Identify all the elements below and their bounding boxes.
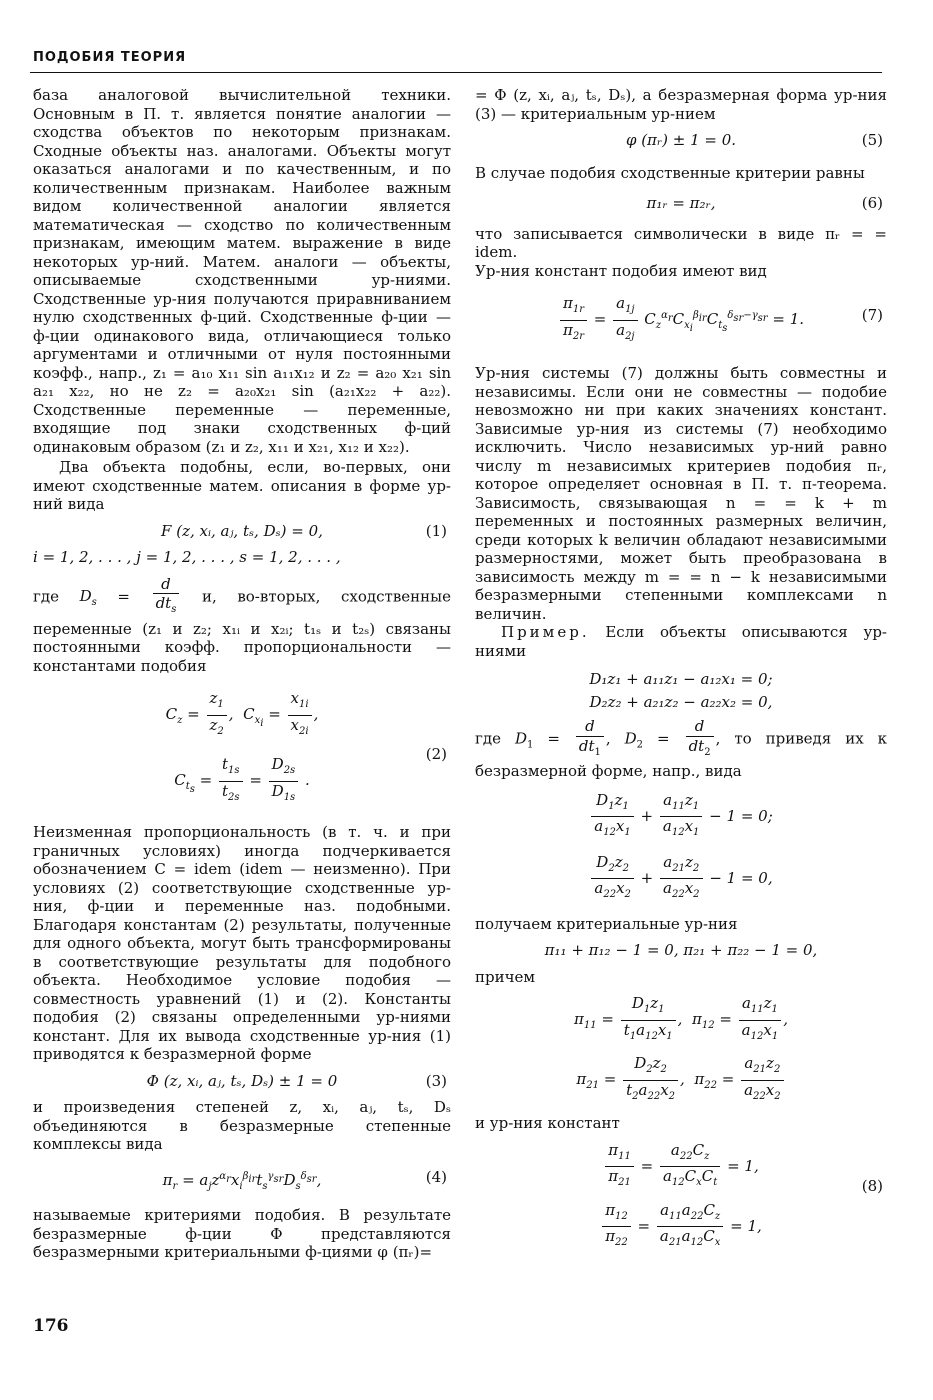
equation-4-number: (4) [425, 1167, 447, 1186]
equation-1-number: (1) [425, 521, 447, 540]
right-column [475, 86, 887, 1261]
criteria-definitions [475, 994, 887, 1106]
left-paragraph-6: называемые критериями подобия. В результате безразмерные ф-ции Φ представляются безразмерными критериальными ф-циями φ (πᵣ)= [33, 1206, 451, 1261]
equation-1-body: F (z, xᵢ, aⱼ, tₛ, Dₛ) = 0, [161, 521, 323, 540]
criterial-equations: π₁₁ + π₁₂ − 1 = 0, π₂₁ + π₂₂ − 1 = 0, [544, 941, 818, 959]
running-header: ПОДОБИЯ ТЕОРИЯ [33, 50, 187, 65]
header-rule [30, 72, 882, 73]
page-number: 176 [33, 1316, 69, 1336]
equation-2-number: (2) [425, 745, 447, 763]
right-paragraph-2: В случае подобия сходственные критерии равны [475, 163, 865, 182]
equation-8-line-2: $\frac{\pi_{12}}{\pi_{22}}$ = $\frac{a_{11}a_{22}C_z}{a_{21}a_{12}C_x}$ = 1, [475, 1201, 887, 1253]
right-paragraph-1: = Φ (z, xᵢ, aⱼ, tₛ, Dₛ), а безразмерная форма ур-ния (3) — критериальным ур-нием [475, 86, 887, 123]
equation-5-number: (5) [861, 131, 883, 149]
index-ranges: i = 1, 2, . . . , j = 1, 2, . . . , s = 1, 2, . . . , [33, 548, 341, 566]
example-word: Пример. [501, 623, 590, 641]
equation-6 [475, 194, 887, 213]
equation-6-number: (6) [861, 194, 883, 212]
left-paragraph-5: и произведения степеней z, xᵢ, aⱼ, tₛ, Dₛ объединяются в безразмерные степенные комплексы вида [33, 1098, 451, 1153]
equation-8-line-1: $\frac{\pi_{11}}{\pi_{21}}$ = $\frac{a_{22}C_z}{a_{12}C_xC_t}$ = 1, [475, 1141, 887, 1193]
equation-7: $\frac{\pi_{1r}}{\pi_{2r}}$ = $\frac{a_{1j}}{a_{2j}}$ $C_z^{\alpha_r}C_{x_i}^{\beta_{ir}}C_{t_s}^{\delta_{sr}-\gamma_{sr}} = 1$. (7) [475, 294, 887, 346]
derivative-fraction: $\frac{d}{dt_s}$ [153, 575, 180, 620]
dimless-eq-1: $\frac{D_1z_1}{a_{12}x_1}$ + $\frac{a_{11}z_1}{a_{12}x_1}$ − 1 = 0; [475, 791, 887, 843]
equation-4: $\pi_r = a_jz^{\alpha_r}x_i^{\beta_{ir}}t_s^{\gamma_{sr}}D_s^{\delta_{sr}}$, (4) [162, 1167, 447, 1192]
equation-5-body: φ (πᵣ) ± 1 = 0. [625, 131, 737, 149]
right-paragraph-4: Ур-ния констант подобия имеют вид [475, 261, 767, 280]
left-paragraph-2: Два объекта подобны, если, во-первых, они имеют сходственные матем. описания в форме ур-ний вида [33, 458, 451, 513]
equation-8-number: (8) [861, 1176, 883, 1195]
where-word: где [33, 587, 59, 605]
equation-1 [33, 522, 451, 541]
left-paragraph-4: Неизменная пропорциональность (в т. ч. и при граничных условиях) иногда подчеркивается обозначением C = idem (idem — неизменно). При условиях (2) соответствующие сходственные ур-ния, ф-ции и переменные наз. подобными. Благодаря константам (2) результаты, полученные для одного объекта, могут быть трансформированы в соответствующие результаты для подобного объекта. Необходимое условие подобия — совместность уравнений (1) и (2). Константы подобия (2) связаны определенными ур-ниями констант. Для их вывода сходственные ур-ния (1) приводятся к безразмерной форме [33, 823, 451, 1063]
left-paragraph-1: база аналоговой вычислительной техники. Основным в П. т. является понятие аналогии — сходства объектов по некоторым признакам. Сходные объекты наз. аналогами. Объекты могут оказаться аналогами и по качественным, и по количественным признакам. Наиболее важным видом количественной аналогии является математическая — сходство по количественным признакам, имеющим матем. выражение в виде некоторых ур-ний. Матем. аналоги — объекты, описываемые сходственными ур-ниями. Сходственные ур-ния получаются приравниванием нулю сходственных ф-ций. Сходственные ф-ции — ф-ции одинакового вида, отличающиеся только аргументами и отличными от нуля постоянными коэфф., напр., z₁ = a₁₀ x₁₁ sin a₁₁x₁₂ и z₂ = a₂₀ x₂₁ sin a₂₁ x₂₂, но не z₂ = a₂₀x₂₁ sin (a₂₁x₂₂ + a₂₂). Сходственные переменные — переменные, входящие под знаки сходственных ф-ций одинаковым образом (z₁ и z₂, x₁₁ и x₂₁, x₁₂ и x₂₂). [33, 86, 451, 456]
equation-3 [33, 1072, 451, 1091]
equation-8 [475, 1141, 887, 1253]
right-paragraph-5: Ур-ния системы (7) должны быть совместны и независимы. Если они не совместны — подобие невозможно ни при каких значениях констант. Зависимые ур-ния из системы (7) необходимо исключить. Число независимых ур-ний равно числу m независимых критериев подобия πᵣ, которое определяет основная в П. т. π-теорема. Зависимость, связывающая n = = k + m переменных и постоянных размерных величин, среди которых k величин обладают независимыми размерностями, может быть преобразована в зависимость между m = = n − k независимыми безразмерными степенными комплексами n величин. [475, 364, 887, 623]
right-paragraph-9: причем [475, 967, 536, 986]
right-paragraph-7-text: то приведя их к безразмерной форме, напр., вида [475, 729, 888, 780]
equation-3-number: (3) [425, 1071, 447, 1090]
equation-7-number: (7) [861, 306, 883, 324]
left-paragraph-3-text: и, во-вторых, сходственные переменные (z₁ и z₂; x₁ᵢ и x₂ᵢ; t₁ₛ и t₂ₛ) связаны постоянными коэфф. пропорциональности — константами подобия [33, 587, 451, 675]
where-word-2: где [475, 729, 501, 748]
equation-system [475, 670, 887, 711]
right-paragraph-10: и ур-ния констант [475, 1114, 620, 1132]
equation-2-line-2: $C_{t_s}$ = $\frac{t_{1s}}{t_{2s}}$ = $\frac{D_{2s}}{D_{1s}}$ . [174, 755, 310, 803]
left-paragraph-3: где $D_s$ = $\frac{d}{dt_s}$ и, во-вторых, сходственные переменные (z₁ и z₂; x₁ᵢ и x₂ᵢ; t₁ₛ и t₂ₛ) связаны постоянными коэфф. пропорциональности — константами подобия [33, 574, 451, 675]
criteria-line-2: $\pi_{21}$ = $\frac{D_2z_2}{t_2a_{22}x_2}$ , $\pi_{22}$ = $\frac{a_{21}z_2}{a_{22}x_2}$ [475, 1054, 887, 1106]
equation-6-body: π₁ᵣ = π₂ᵣ, [646, 194, 716, 212]
system-eq-1: D₁z₁ + a₁₁z₁ − a₁₂x₁ = 0; [589, 670, 773, 688]
right-paragraph-6 [475, 623, 887, 660]
right-paragraph-7: где $D_1$ = $\frac{d}{dt_1}$ , $D_2$ = $\frac{d}{dt_2}$ , то приведя их к безразмерной форме, напр., вида [475, 717, 888, 780]
system-eq-2: D₂z₂ + a₂₁z₂ − a₂₂x₂ = 0, [589, 692, 773, 711]
equation-3-body: Φ (z, xᵢ, aⱼ, tₛ, Dₛ) ± 1 = 0 [146, 1071, 338, 1090]
equation-2-line-1: $C_z$ = $\frac{z_1}{z_2}$ , $C_{x_i}$ = $\frac{x_{1i}}{x_{2i}}$ , [165, 689, 319, 737]
equation-2 [33, 689, 451, 807]
left-column [33, 86, 451, 1262]
dimless-eq-2: $\frac{D_2z_2}{a_{22}x_2}$ + $\frac{a_{21}z_2}{a_{22}x_2}$ − 1 = 0, [475, 853, 887, 905]
right-paragraph-3: что записывается символически в виде πᵣ = = idem. [475, 224, 887, 261]
equation-5 [475, 131, 887, 150]
right-paragraph-6-text: Если объекты описываются ур-ниями [475, 623, 887, 660]
dimensionless-form [475, 791, 887, 905]
criteria-line-1: $\pi_{11}$ = $\frac{D_1z_1}{t_1a_{12}x_1}$ , $\pi_{12}$ = $\frac{a_{11}z_1}{a_{12}x_1}$ , [574, 994, 788, 1042]
right-paragraph-8: получаем критериальные ур-ния [475, 914, 738, 933]
